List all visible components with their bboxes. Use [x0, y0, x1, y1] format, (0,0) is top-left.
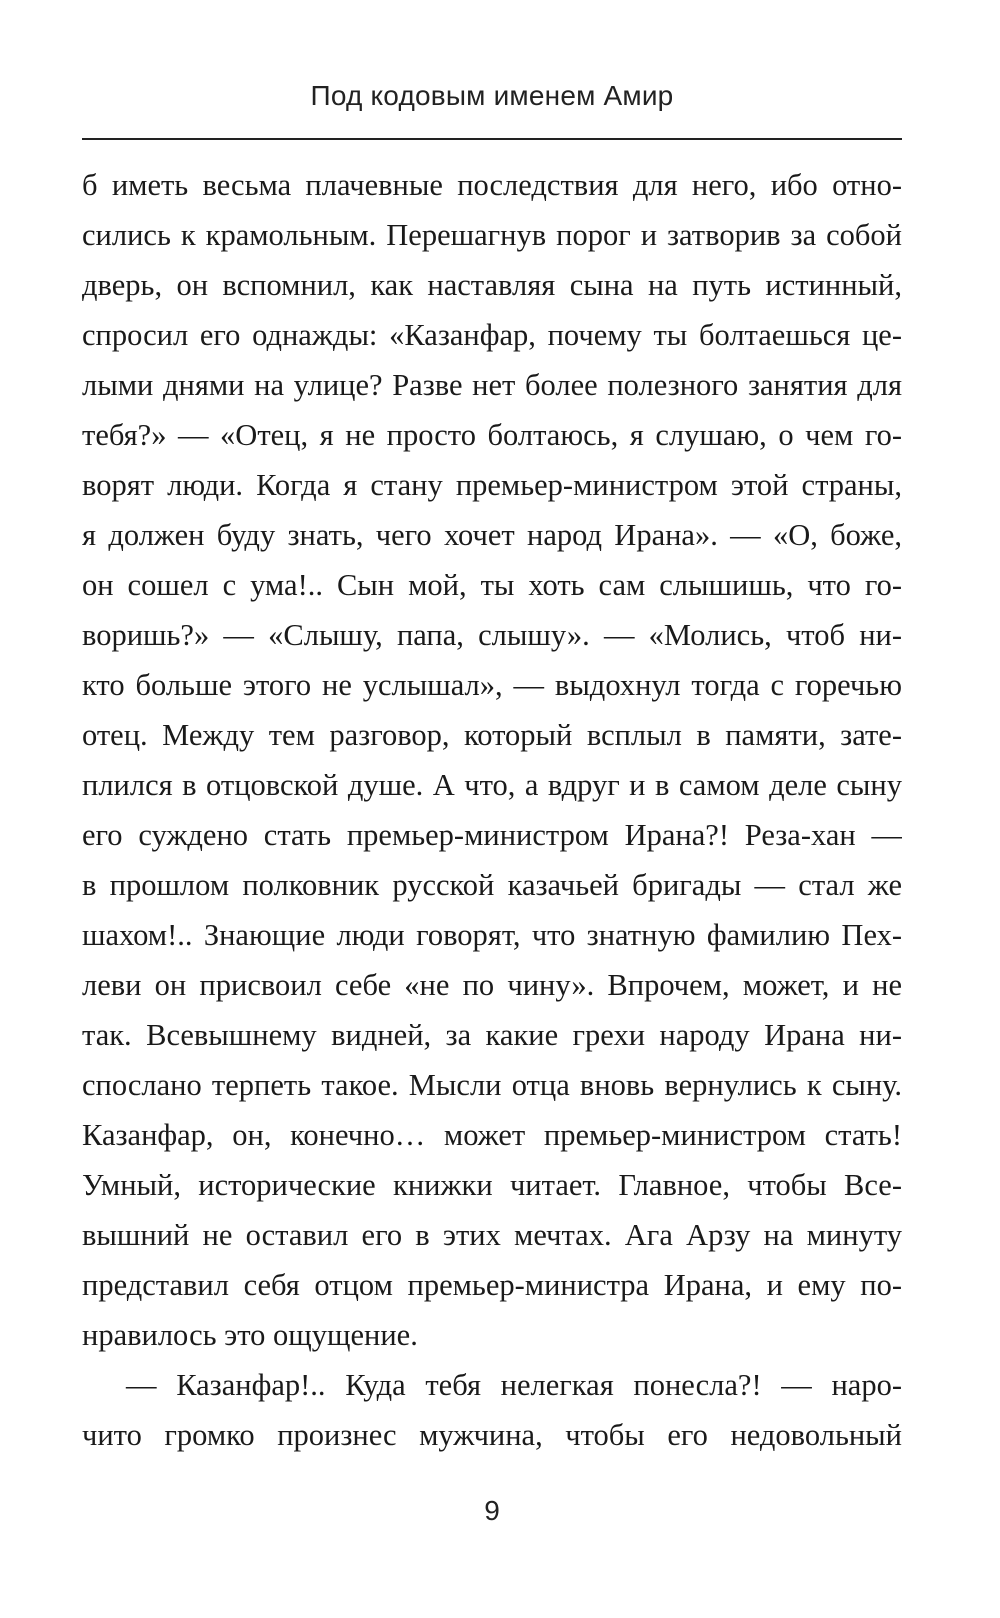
text-line: так. Всевышнему видней, за какие грехи народу Ирана ни- [82, 1018, 902, 1052]
text-line: плился в отцовской душе. А что, а вдруг и в самом деле сыну [82, 768, 902, 802]
text-line: представил себя отцом премьер-министра Ирана, и ему по- [82, 1268, 902, 1302]
text-line: чито громко произнес мужчина, чтобы его недовольный [82, 1418, 902, 1452]
text-line: воришь?» — «Слышу, папа, слышу». — «Молись, чтоб ни- [82, 618, 902, 652]
text-line: ворят люди. Когда я стану премьер-министром этой страны, [82, 468, 902, 502]
text-line: в прошлом полковник русской казачьей бригады — стал же [82, 868, 902, 902]
paragraph [82, 160, 902, 1360]
text-line: его суждено стать премьер-министром Ирана?! Реза-хан — [82, 818, 902, 852]
text-line: леви он присвоил себе «не по чину». Впрочем, может, и не [82, 968, 902, 1002]
text-line: б иметь весьма плачевные последствия для него, ибо отно- [82, 168, 902, 202]
text-line: он сошел с ума!.. Сын мой, ты хоть сам слышишь, что го- [82, 568, 902, 602]
text-line: тебя?» — «Отец, я не просто болтаюсь, я слушаю, о чем го- [82, 418, 902, 452]
text-line: вышний не оставил его в этих мечтах. Ага Арзу на минуту [82, 1218, 902, 1252]
text-line: Умный, исторические книжки читает. Главное, чтобы Все- [82, 1168, 902, 1202]
text-line: отец. Между тем разговор, который всплыл в памяти, зате- [82, 718, 902, 752]
text-line: Казанфар, он, конечно… может премьер-министром стать! [82, 1118, 902, 1152]
text-line: шахом!.. Знающие люди говорят, что знатную фамилию Пех- [82, 918, 902, 952]
running-head: Под кодовым именем Амир [310, 80, 674, 111]
paragraph [82, 1360, 902, 1460]
header-rule [82, 138, 902, 140]
text-line: я должен буду знать, чего хочет народ Ирана». — «О, боже, [82, 518, 902, 552]
text-line: нравилось это ощущение. [82, 1318, 418, 1352]
text-line: кто больше этого не услышал», — выдохнул тогда с горечью [82, 668, 902, 702]
text-line: сились к крамольным. Перешагнув порог и затворив за собой [82, 218, 902, 252]
text-line: дверь, он вспомнил, как наставляя сына на путь истинный, [82, 268, 902, 302]
text-line: спросил его однажды: «Казанфар, почему ты болтаешься це- [82, 318, 902, 352]
text-line: лыми днями на улице? Разве нет более полезного занятия для [82, 368, 902, 402]
body-text [82, 160, 902, 1460]
page-number: 9 [484, 1495, 500, 1526]
text-line: спослано терпеть такое. Мысли отца вновь вернулись к сыну. [82, 1068, 902, 1102]
text-line: — Казанфар!.. Куда тебя нелегкая понесла?! — наро- [126, 1368, 902, 1402]
